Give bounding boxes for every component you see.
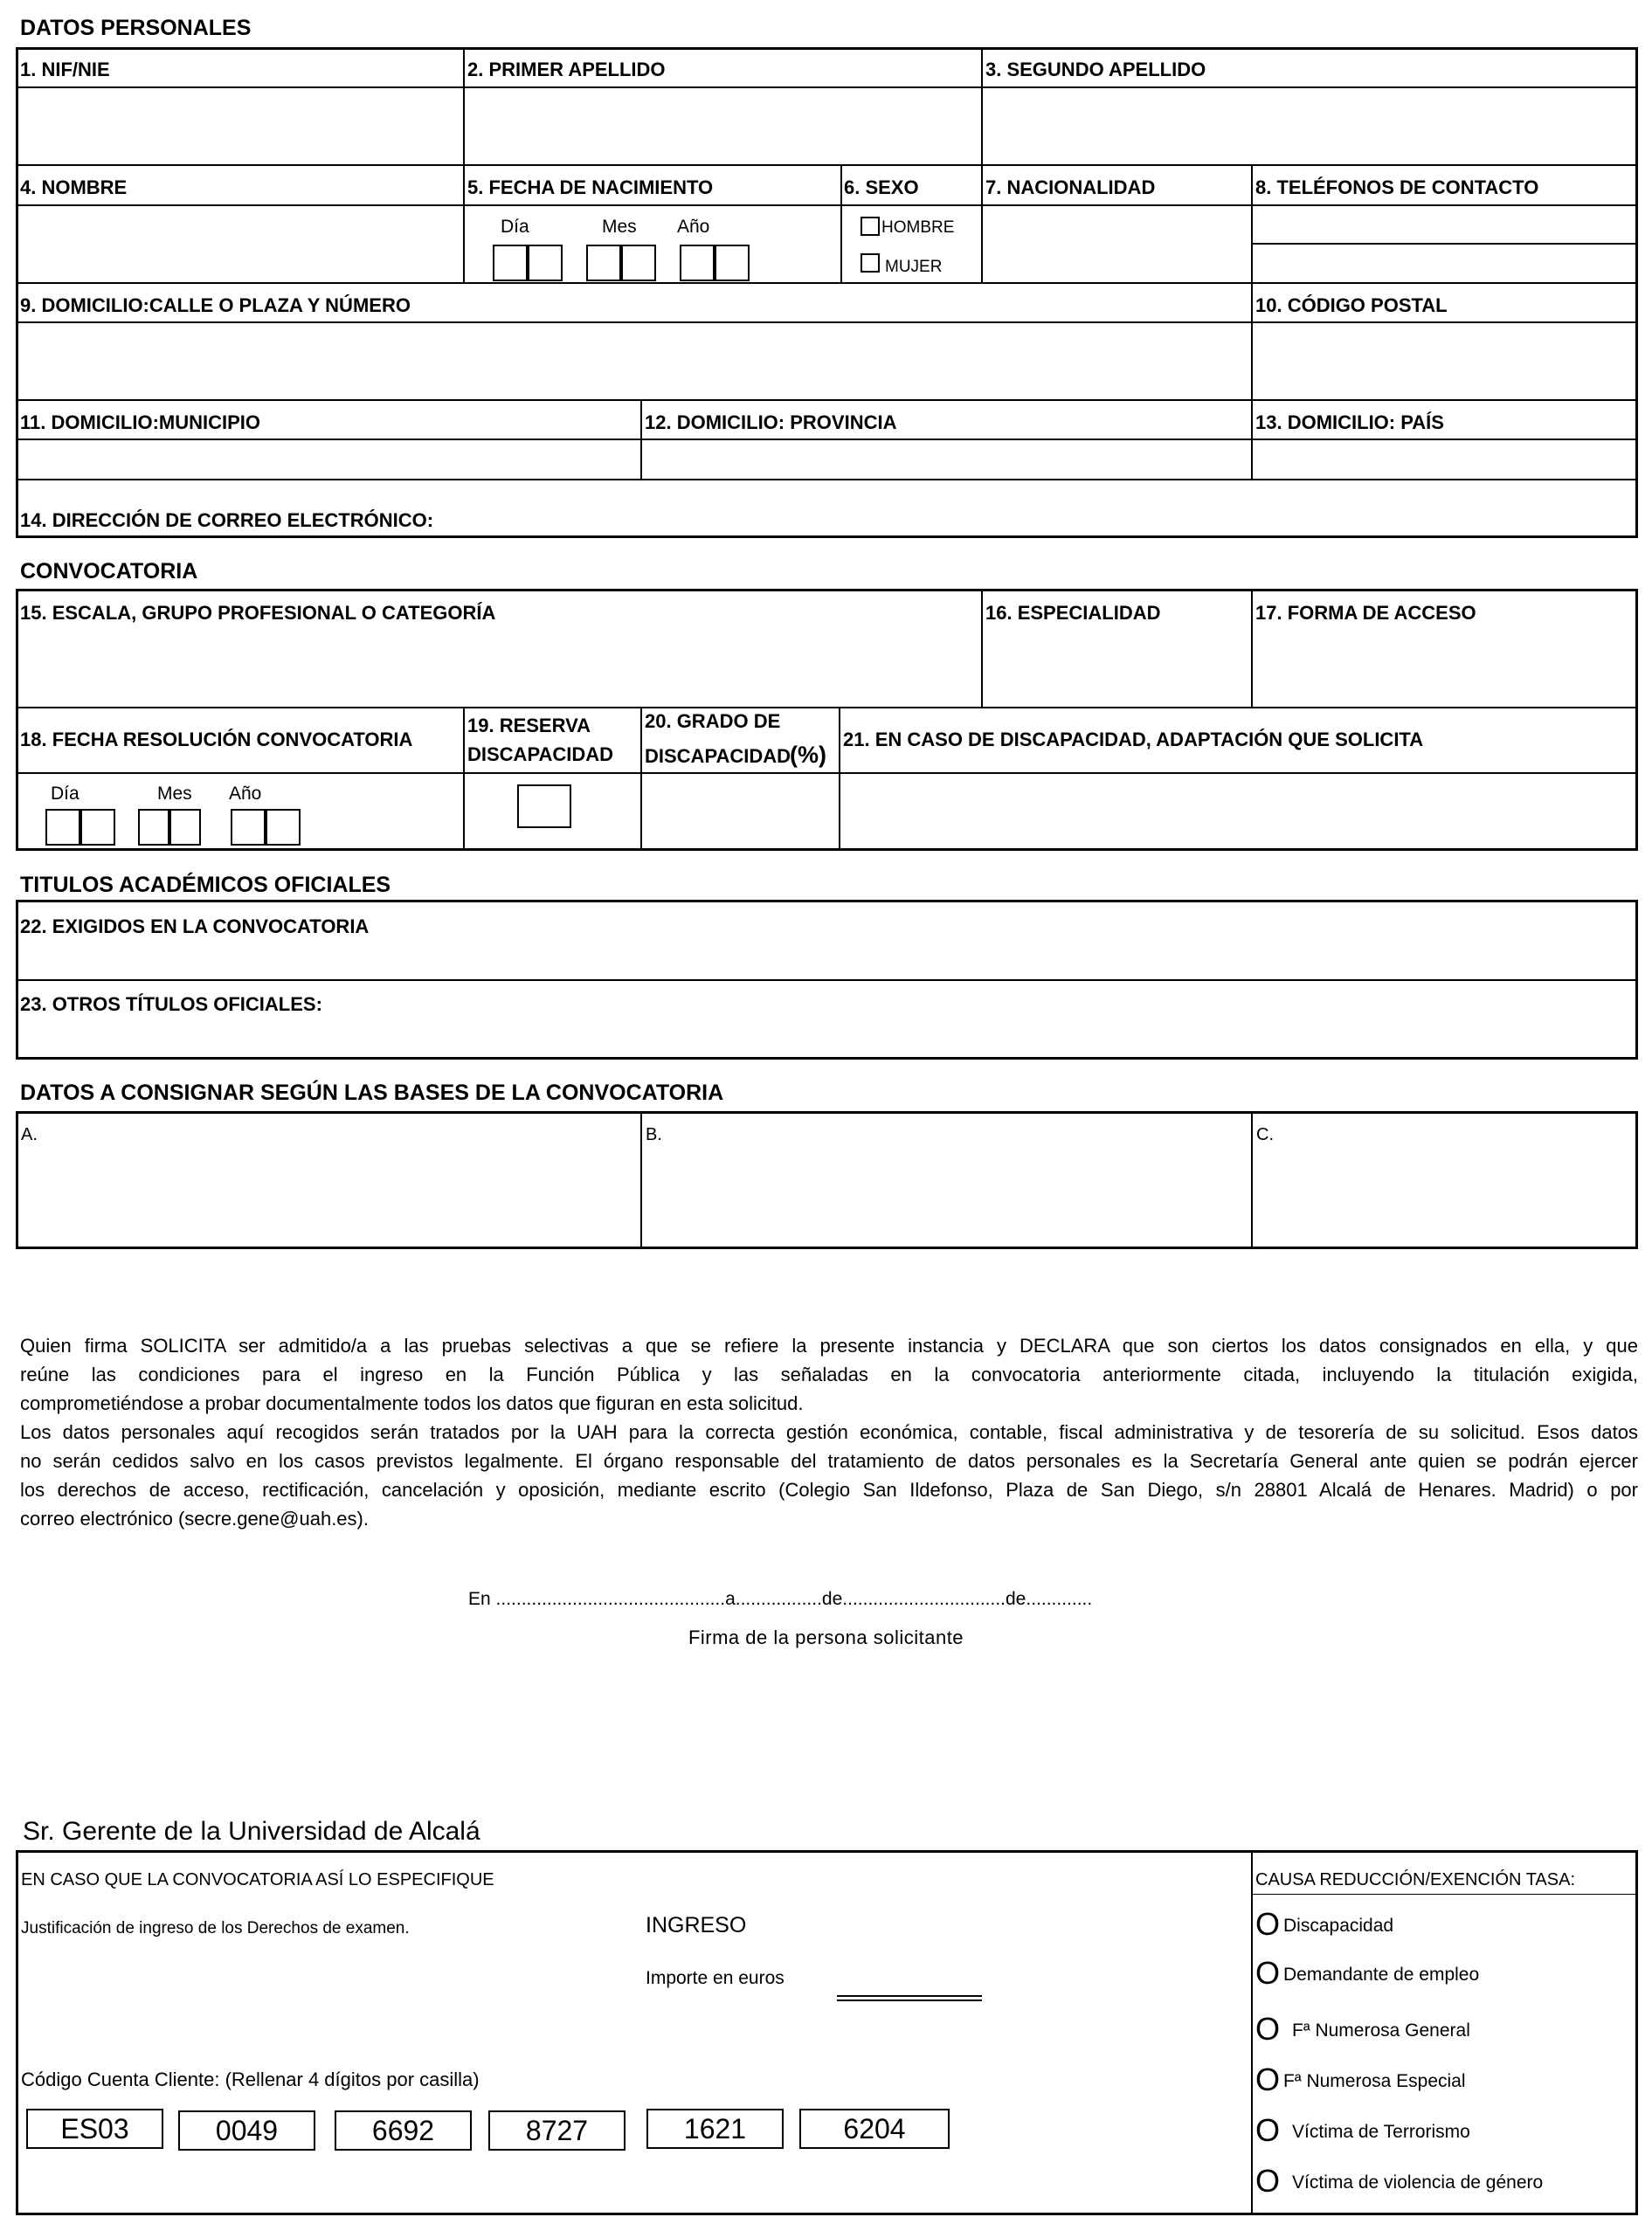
label-mujer: MUJER xyxy=(885,258,943,276)
radio-circle-icon[interactable]: O xyxy=(1255,1955,1281,1991)
option-familia-numerosa-especial[interactable] xyxy=(1255,2062,1466,2098)
segundo-apellido-field[interactable] xyxy=(983,88,1635,162)
label-primer-apellido: 2. PRIMER APELLIDO xyxy=(467,59,666,80)
bases-b-field[interactable] xyxy=(642,1113,1249,1247)
option-demandante-empleo[interactable] xyxy=(1255,1955,1479,1992)
email-field[interactable] xyxy=(419,480,1635,535)
radio-circle-icon[interactable]: O xyxy=(1255,2062,1281,2097)
option-label: Discapacidad xyxy=(1283,1916,1394,1936)
declaration-line: comprometiéndose a probar documentalmente todos los datos que figuran en esta solicitud. xyxy=(20,1392,804,1414)
resolution-month-digit-1[interactable] xyxy=(138,809,169,846)
label-hombre: HOMBRE xyxy=(881,218,955,237)
telefono-field-1[interactable] xyxy=(1253,206,1635,242)
hombre-checkbox[interactable] xyxy=(861,217,880,236)
label-fecha-resolucion: 18. FECHA RESOLUCIÓN CONVOCATORIA xyxy=(20,729,413,750)
primer-apellido-field[interactable] xyxy=(465,88,979,162)
titulos-exigidos-field[interactable] xyxy=(17,939,1635,977)
resolution-day-digit-1[interactable] xyxy=(45,809,80,846)
option-label: Víctima de violencia de género xyxy=(1292,2172,1544,2193)
label-bases-b: B. xyxy=(646,1125,662,1144)
label-municipio: 11. DOMICILIO:MUNICIPIO xyxy=(20,411,261,433)
label-mes: Mes xyxy=(157,784,192,804)
label-grado-1: 20. GRADO DE xyxy=(645,710,781,732)
account-box-3[interactable]: 6692 xyxy=(335,2110,472,2151)
radio-circle-icon[interactable]: O xyxy=(1255,2112,1281,2148)
label-anio: Año xyxy=(677,217,710,237)
label-nif: 1. NIF/NIE xyxy=(20,59,110,80)
birth-day-digit-2[interactable] xyxy=(528,245,563,281)
label-especifique: EN CASO QUE LA CONVOCATORIA ASÍ LO ESPECIFIQUE xyxy=(21,1870,494,1889)
resolution-year-digit-2[interactable] xyxy=(266,809,301,846)
label-forma-acceso: 17. FORMA DE ACCESO xyxy=(1255,602,1476,624)
label-sexo: 6. SEXO xyxy=(844,176,919,198)
label-anio: Año xyxy=(229,784,262,804)
label-reserva-2: DISCAPACIDAD xyxy=(467,743,614,765)
codigo-postal-field[interactable] xyxy=(1253,323,1635,397)
municipio-field[interactable] xyxy=(17,440,639,477)
label-mes: Mes xyxy=(602,217,637,237)
option-discapacidad[interactable] xyxy=(1255,1906,1393,1943)
label-importe: Importe en euros xyxy=(646,1968,785,1988)
option-label: Víctima de Terrorismo xyxy=(1292,2122,1470,2142)
label-dia: Día xyxy=(51,784,79,804)
nombre-field[interactable] xyxy=(17,206,461,280)
account-box-5[interactable]: 1621 xyxy=(646,2109,784,2149)
option-label: Demandante de empleo xyxy=(1283,1965,1480,1985)
privacy-line: Los datos personales aquí recogidos serán tratados por la UAH para la correcta gestión económica, contable, fiscal administrativa y de tesorería de su solicitud. Esos datos xyxy=(20,1421,1638,1443)
pais-field[interactable] xyxy=(1253,440,1635,477)
resolution-month-digit-2[interactable] xyxy=(169,809,201,846)
label-pais: 13. DOMICILIO: PAÍS xyxy=(1255,411,1444,433)
birth-month-digit-2[interactable] xyxy=(621,245,656,281)
especialidad-field[interactable] xyxy=(983,629,1249,705)
radio-circle-icon[interactable]: O xyxy=(1255,2011,1281,2047)
label-exigidos: 22. EXIGIDOS EN LA CONVOCATORIA xyxy=(20,915,370,937)
label-escala: 15. ESCALA, GRUPO PROFESIONAL O CATEGORÍA xyxy=(20,602,496,624)
label-email: 14. DIRECCIÓN DE CORREO ELECTRÓNICO: xyxy=(20,509,434,531)
label-bases-a: A. xyxy=(21,1125,38,1144)
option-victima-terrorismo[interactable] xyxy=(1255,2112,1470,2149)
account-box-6[interactable]: 6204 xyxy=(799,2109,950,2149)
adaptacion-field[interactable] xyxy=(840,774,1635,848)
domicilio-field[interactable] xyxy=(17,323,1249,397)
option-label: Fª Numerosa General xyxy=(1292,2020,1470,2041)
bases-a-field[interactable] xyxy=(17,1113,639,1247)
nif-field[interactable] xyxy=(17,88,461,162)
resolution-day-digit-2[interactable] xyxy=(80,809,115,846)
label-otros-titulos: 23. OTROS TÍTULOS OFICIALES: xyxy=(20,993,322,1015)
label-causa-reduccion: CAUSA REDUCCIÓN/EXENCIÓN TASA: xyxy=(1255,1870,1575,1889)
label-bases-c: C. xyxy=(1256,1125,1274,1144)
mujer-checkbox[interactable] xyxy=(861,253,880,273)
label-telefonos: 8. TELÉFONOS DE CONTACTO xyxy=(1255,176,1539,198)
option-familia-numerosa-general[interactable] xyxy=(1255,2011,1470,2048)
otros-titulos-field[interactable] xyxy=(17,1018,1635,1057)
declaration-line: reúne las condiciones para el ingreso en la Función Pública y las señaladas en la convocatoria anteriormente citada, incluyendo la titulación exigida, xyxy=(20,1364,1638,1385)
section-title-titulos: TITULOS ACADÉMICOS OFICIALES xyxy=(20,873,391,897)
resolution-year-digit-1[interactable] xyxy=(231,809,266,846)
label-dia: Día xyxy=(501,217,529,237)
label-grado-pct: (%) xyxy=(790,742,826,768)
telefono-field-2[interactable] xyxy=(1253,245,1635,280)
radio-circle-icon[interactable]: O xyxy=(1255,2163,1281,2199)
label-provincia: 12. DOMICILIO: PROVINCIA xyxy=(645,411,897,433)
bases-c-field[interactable] xyxy=(1253,1113,1635,1247)
birth-month-digit-1[interactable] xyxy=(586,245,621,281)
privacy-line: correo electrónico (secre.gene@uah.es). xyxy=(20,1508,369,1530)
label-grado-2: DISCAPACIDAD xyxy=(645,745,791,767)
label-ingreso: INGRESO xyxy=(646,1913,747,1937)
account-box-1[interactable]: ES03 xyxy=(26,2109,163,2149)
label-fecha-nacimiento: 5. FECHA DE NACIMIENTO xyxy=(467,176,714,198)
signature-caption: Firma de la persona solicitante xyxy=(688,1627,964,1648)
section-title-convocatoria: CONVOCATORIA xyxy=(20,559,198,584)
account-box-4[interactable]: 8727 xyxy=(488,2110,626,2151)
birth-day-digit-1[interactable] xyxy=(493,245,528,281)
birth-year-digit-1[interactable] xyxy=(680,245,715,281)
label-especialidad: 16. ESPECIALIDAD xyxy=(985,602,1161,624)
recipient-title: Sr. Gerente de la Universidad de Alcalá xyxy=(23,1817,480,1846)
birth-year-digit-2[interactable] xyxy=(715,245,750,281)
provincia-field[interactable] xyxy=(642,440,1249,477)
label-justificacion: Justificación de ingreso de los Derechos de examen. xyxy=(21,1919,410,1937)
signature-place-date-line[interactable]: En .............................................a.................de................................de............. xyxy=(468,1589,1093,1609)
label-adaptacion: 21. EN CASO DE DISCAPACIDAD, ADAPTACIÓN QUE SOLICITA xyxy=(843,729,1424,750)
radio-circle-icon[interactable]: O xyxy=(1255,1906,1281,1942)
privacy-line: no serán cedidos salvo en los casos previstos legalmente. El órgano responsable del tratamiento de datos personales es la Secretaría General ante quien se podrán ejercer xyxy=(20,1450,1638,1472)
label-nacionalidad: 7. NACIONALIDAD xyxy=(985,176,1156,198)
declaration-line: Quien firma SOLICITA ser admitido/a a las pruebas selectivas a que se refiere la presente instancia y DECLARA que son ciertos los datos consignados en ella, y que xyxy=(20,1335,1638,1357)
label-reserva-1: 19. RESERVA xyxy=(467,715,591,736)
nacionalidad-field[interactable] xyxy=(983,206,1249,280)
section-title-bases: DATOS A CONSIGNAR SEGÚN LAS BASES DE LA CONVOCATORIA xyxy=(20,1081,724,1105)
label-codigo-postal: 10. CÓDIGO POSTAL xyxy=(1255,294,1448,316)
account-box-2[interactable]: 0049 xyxy=(178,2110,315,2151)
forma-acceso-field[interactable] xyxy=(1253,629,1635,705)
importe-field[interactable] xyxy=(837,1965,982,1995)
reserva-discapacidad-checkbox[interactable] xyxy=(517,784,571,828)
label-domicilio: 9. DOMICILIO:CALLE O PLAZA Y NÚMERO xyxy=(20,294,411,316)
escala-field[interactable] xyxy=(17,629,979,705)
grado-discapacidad-field[interactable] xyxy=(642,774,837,848)
privacy-line: los derechos de acceso, rectificación, cancelación y oposición, mediante escrito (Colegio San Ildefonso, Plaza de San Diego, s/n 28801 Alcalá de Henares. Madrid) o por xyxy=(20,1479,1638,1501)
label-codigo-cuenta: Código Cuenta Cliente: (Rellenar 4 dígitos por casilla) xyxy=(21,2069,480,2090)
option-victima-violencia-genero[interactable] xyxy=(1255,2163,1543,2200)
section-title-personal: DATOS PERSONALES xyxy=(20,16,252,40)
label-segundo-apellido: 3. SEGUNDO APELLIDO xyxy=(985,59,1206,80)
label-nombre: 4. NOMBRE xyxy=(20,176,128,198)
option-label: Fª Numerosa Especial xyxy=(1283,2071,1466,2091)
